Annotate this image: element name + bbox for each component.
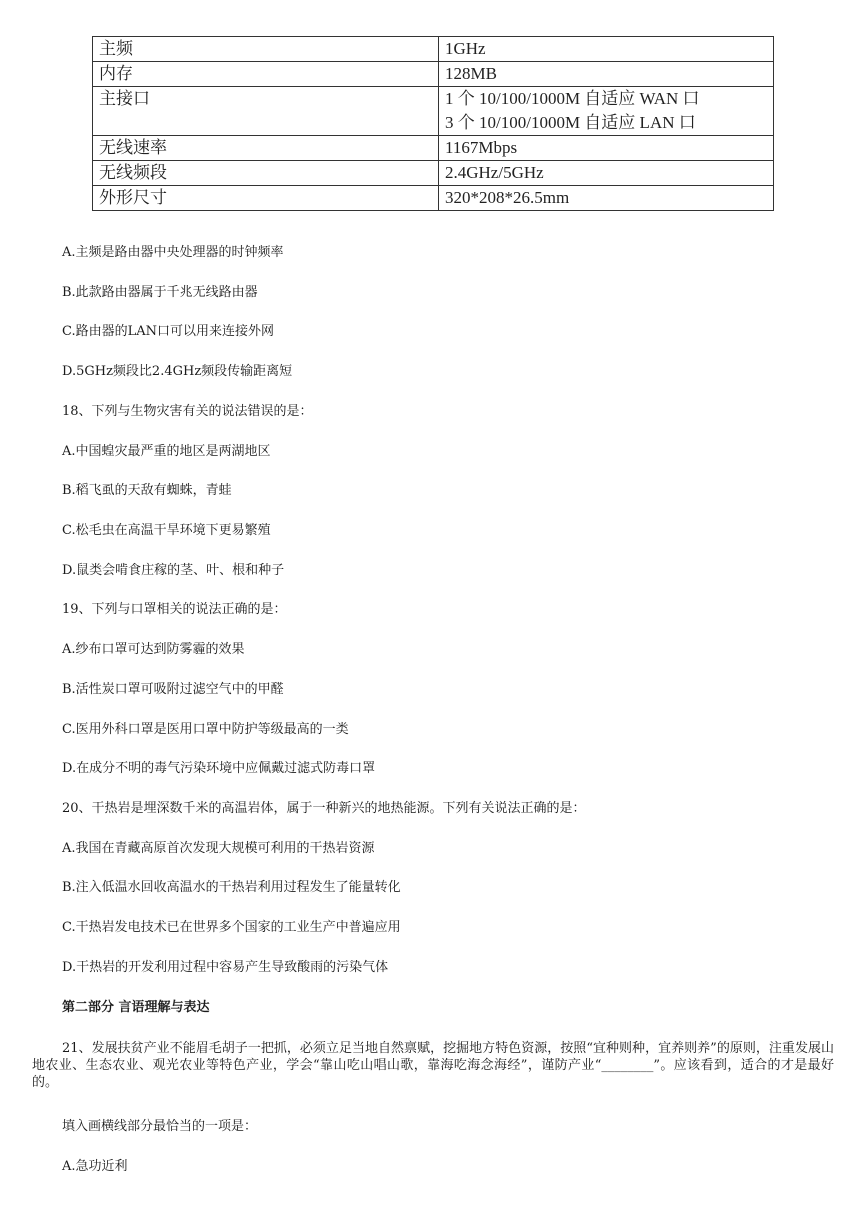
table-row (93, 37, 774, 62)
q17-option-b: B.此款路由器属于千兆无线路由器 (62, 285, 258, 300)
router-spec-table (92, 36, 774, 211)
q19-stem: 19、下列与口罩相关的说法正确的是： (62, 602, 287, 617)
q21-stem: 21、发展扶贫产业不能眉毛胡子一把抓，必须立足当地自然禀赋，挖掘地方特色资源，按照“宜种则种，宜养则养”的原则，注重发展山地农业、生态农业、观光农业等特色产业，学会“靠山吃山唱山歌，靠海吃海念海经”，谨防产业“________”。应该看到，适合的才是最好的。 (32, 1041, 834, 1090)
spec-key: 外形尺寸 (93, 186, 439, 211)
spec-value: 2.4GHz/5GHz (439, 161, 774, 186)
spec-value: 1GHz (439, 37, 774, 62)
spec-value: 1167Mbps (439, 136, 774, 161)
q19-option-c: C.医用外科口罩是医用口罩中防护等级最高的一类 (62, 722, 349, 737)
spec-key: 主频 (93, 37, 439, 62)
section-heading: 第二部分 言语理解与表达 (62, 1000, 210, 1015)
table-row (93, 62, 774, 87)
q18-stem: 18、下列与生物灾害有关的说法错误的是： (62, 404, 313, 419)
q18-option-d: D.鼠类会啃食庄稼的茎、叶、根和种子 (62, 563, 285, 578)
q21-option-a: A.急功近利 (62, 1159, 128, 1174)
q20-option-d: D.干热岩的开发利用过程中容易产生导致酸雨的污染气体 (62, 960, 389, 975)
q20-option-b: B.注入低温水回收高温水的干热岩利用过程发生了能量转化 (62, 880, 401, 895)
table-row (93, 161, 774, 186)
spec-key: 无线速率 (93, 136, 439, 161)
q20-option-c: C.干热岩发电技术已在世界多个国家的工业生产中普遍应用 (62, 920, 401, 935)
q18-option-a: A.中国蝗灾最严重的地区是两湖地区 (62, 444, 271, 459)
spec-value-line: 3 个 10/100/1000M 自适应 LAN 口 (445, 113, 696, 132)
spec-key: 内存 (93, 62, 439, 87)
spec-key: 无线频段 (93, 161, 439, 186)
q19-option-a: A.纱布口罩可达到防雾霾的效果 (62, 642, 245, 657)
table-row (93, 136, 774, 161)
q19-option-d: D.在成分不明的毒气污染环境中应佩戴过滤式防毒口罩 (62, 761, 376, 776)
q20-option-a: A.我国在青藏高原首次发现大规模可利用的干热岩资源 (62, 841, 375, 856)
table-row (93, 87, 774, 136)
q19-option-b: B.活性炭口罩可吸附过滤空气中的甲醛 (62, 682, 284, 697)
q17-option-c: C.路由器的LAN口可以用来连接外网 (62, 324, 275, 339)
q21-prompt: 填入画横线部分最恰当的一项是： (62, 1119, 258, 1134)
q17-option-d: D.5GHz频段比2.4GHz频段传输距离短 (62, 364, 293, 379)
spec-value (439, 87, 774, 136)
table-row (93, 186, 774, 211)
spec-value: 128MB (439, 62, 774, 87)
q18-option-b: B.稻飞虱的天敌有蜘蛛，青蛙 (62, 483, 232, 498)
spec-key: 主接口 (93, 87, 439, 136)
q17-option-a: A.主频是路由器中央处理器的时钟频率 (62, 245, 284, 260)
q18-option-c: C.松毛虫在高温干旱环境下更易繁殖 (62, 523, 271, 538)
spec-value: 320*208*26.5mm (439, 186, 774, 211)
spec-value-line: 1 个 10/100/1000M 自适应 WAN 口 (445, 89, 700, 108)
q20-stem: 20、干热岩是埋深数千米的高温岩体，属于一种新兴的地热能源。下列有关说法正确的是： (62, 801, 586, 816)
